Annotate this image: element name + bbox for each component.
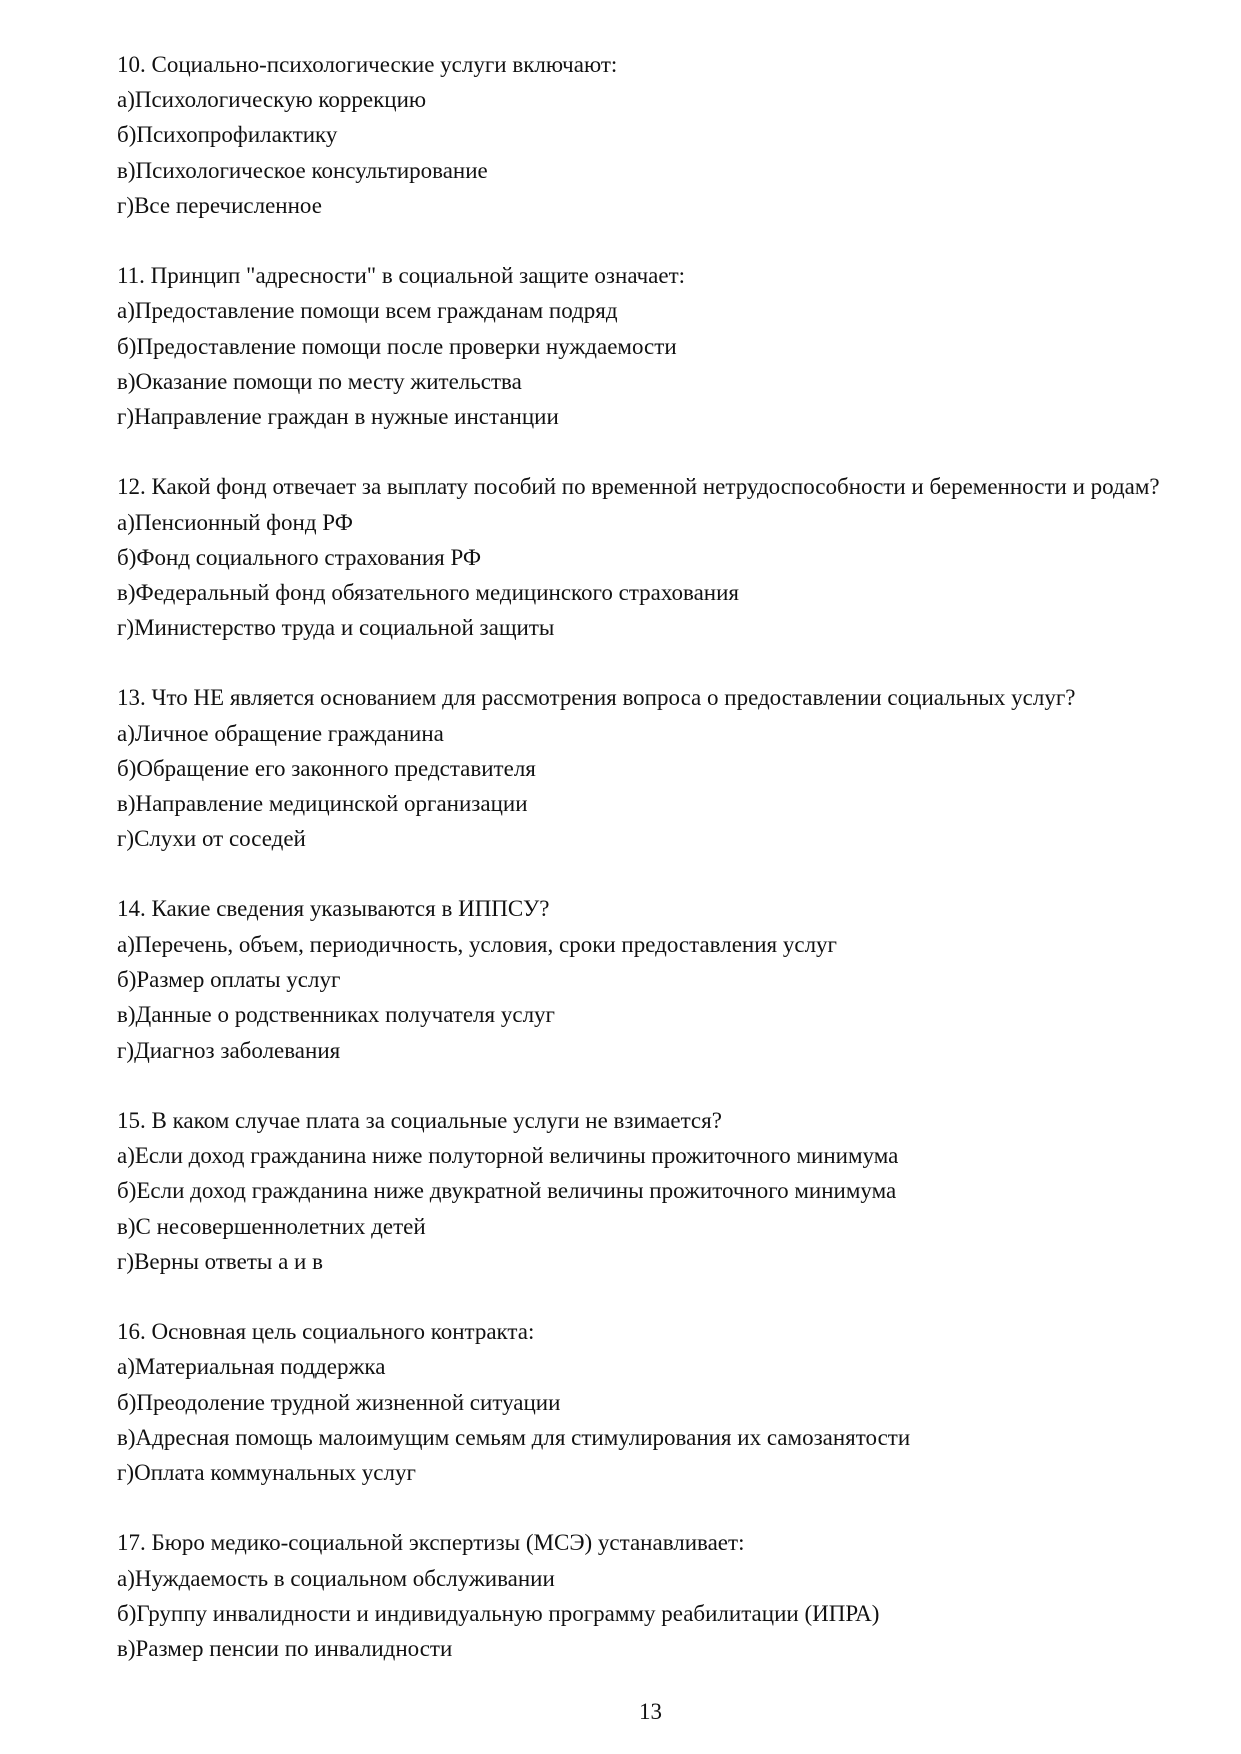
question-title: 10. Социально-психологические услуги включают: — [117, 51, 618, 77]
answer-option: г)Министерство труда и социальной защиты — [117, 615, 555, 641]
answer-option: а)Личное обращение гражданина — [117, 720, 444, 746]
document-body — [117, 47, 1207, 1701]
answer-option: г)Верны ответы а и в — [117, 1248, 323, 1274]
question-title: 11. Принцип "адресности" в социальной защите означает: — [117, 262, 686, 288]
answer-option: б)Фонд социального страхования РФ — [117, 544, 482, 570]
answer-option: б)Обращение его законного представителя — [117, 755, 536, 781]
answer-option: г)Диагноз заболевания — [117, 1037, 341, 1063]
answer-option: б)Если доход гражданина ниже двукратной величины прожиточного минимума — [117, 1178, 897, 1204]
answer-option: г)Все перечисленное — [117, 192, 322, 218]
question-block — [117, 258, 1207, 434]
answer-option: в)Данные о родственниках получателя услуг — [117, 1002, 555, 1028]
answer-option: а)Перечень, объем, периодичность, условия, сроки предоставления услуг — [117, 931, 837, 957]
question-title: 15. В каком случае плата за социальные услуги не взимается? — [117, 1107, 722, 1133]
answer-option: а)Если доход гражданина ниже полуторной величины прожиточного минимума — [117, 1143, 899, 1169]
answer-option: в)Федеральный фонд обязательного медицинского страхования — [117, 579, 739, 605]
answer-option: а)Психологическую коррекцию — [117, 87, 427, 113]
answer-option: а)Пенсионный фонд РФ — [117, 509, 353, 535]
answer-option: б)Предоставление помощи после проверки нуждаемости — [117, 333, 677, 359]
question-title: 12. Какой фонд отвечает за выплату пособий по временной нетрудоспособности и беременности и родам? — [117, 473, 1160, 499]
question-block — [117, 1103, 1207, 1279]
answer-option: б)Преодоление трудной жизненной ситуации — [117, 1389, 561, 1415]
question-block — [117, 681, 1207, 857]
answer-option: б)Психопрофилактику — [117, 122, 338, 148]
answer-option: в)Оказание помощи по месту жительства — [117, 368, 522, 394]
question-title: 16. Основная цель социального контракта: — [117, 1318, 535, 1344]
answer-option: в)Направление медицинской организации — [117, 791, 528, 817]
question-block — [117, 1525, 1207, 1666]
question-block — [117, 469, 1207, 645]
question-block — [117, 47, 1207, 223]
answer-option: а)Предоставление помощи всем гражданам подряд — [117, 298, 618, 324]
answer-option: б)Размер оплаты услуг — [117, 967, 341, 993]
answer-option: а)Нуждаемость в социальном обслуживании — [117, 1565, 555, 1591]
question-title: 13. Что НЕ является основанием для рассмотрения вопроса о предоставлении социальных услуг? — [117, 685, 1076, 711]
answer-option: а)Материальная поддержка — [117, 1354, 386, 1380]
answer-option: г)Оплата коммунальных услуг — [117, 1459, 416, 1485]
answer-option: г)Слухи от соседей — [117, 826, 306, 852]
answer-option: г)Направление граждан в нужные инстанции — [117, 403, 559, 429]
answer-option: б)Группу инвалидности и индивидуальную программу реабилитации (ИПРА) — [117, 1600, 880, 1626]
answer-option: в)Психологическое консультирование — [117, 157, 488, 183]
answer-option: в)Адресная помощь малоимущим семьям для стимулирования их самозанятости — [117, 1424, 911, 1450]
answer-option: в)С несовершеннолетних детей — [117, 1213, 426, 1239]
page-number: 13 — [639, 1699, 662, 1724]
question-block — [117, 1314, 1207, 1490]
answer-option: в)Размер пенсии по инвалидности — [117, 1635, 453, 1661]
question-title: 17. Бюро медико-социальной экспертизы (МСЭ) устанавливает: — [117, 1529, 745, 1555]
question-title: 14. Какие сведения указываются в ИППСУ? — [117, 896, 550, 922]
question-block — [117, 892, 1207, 1068]
